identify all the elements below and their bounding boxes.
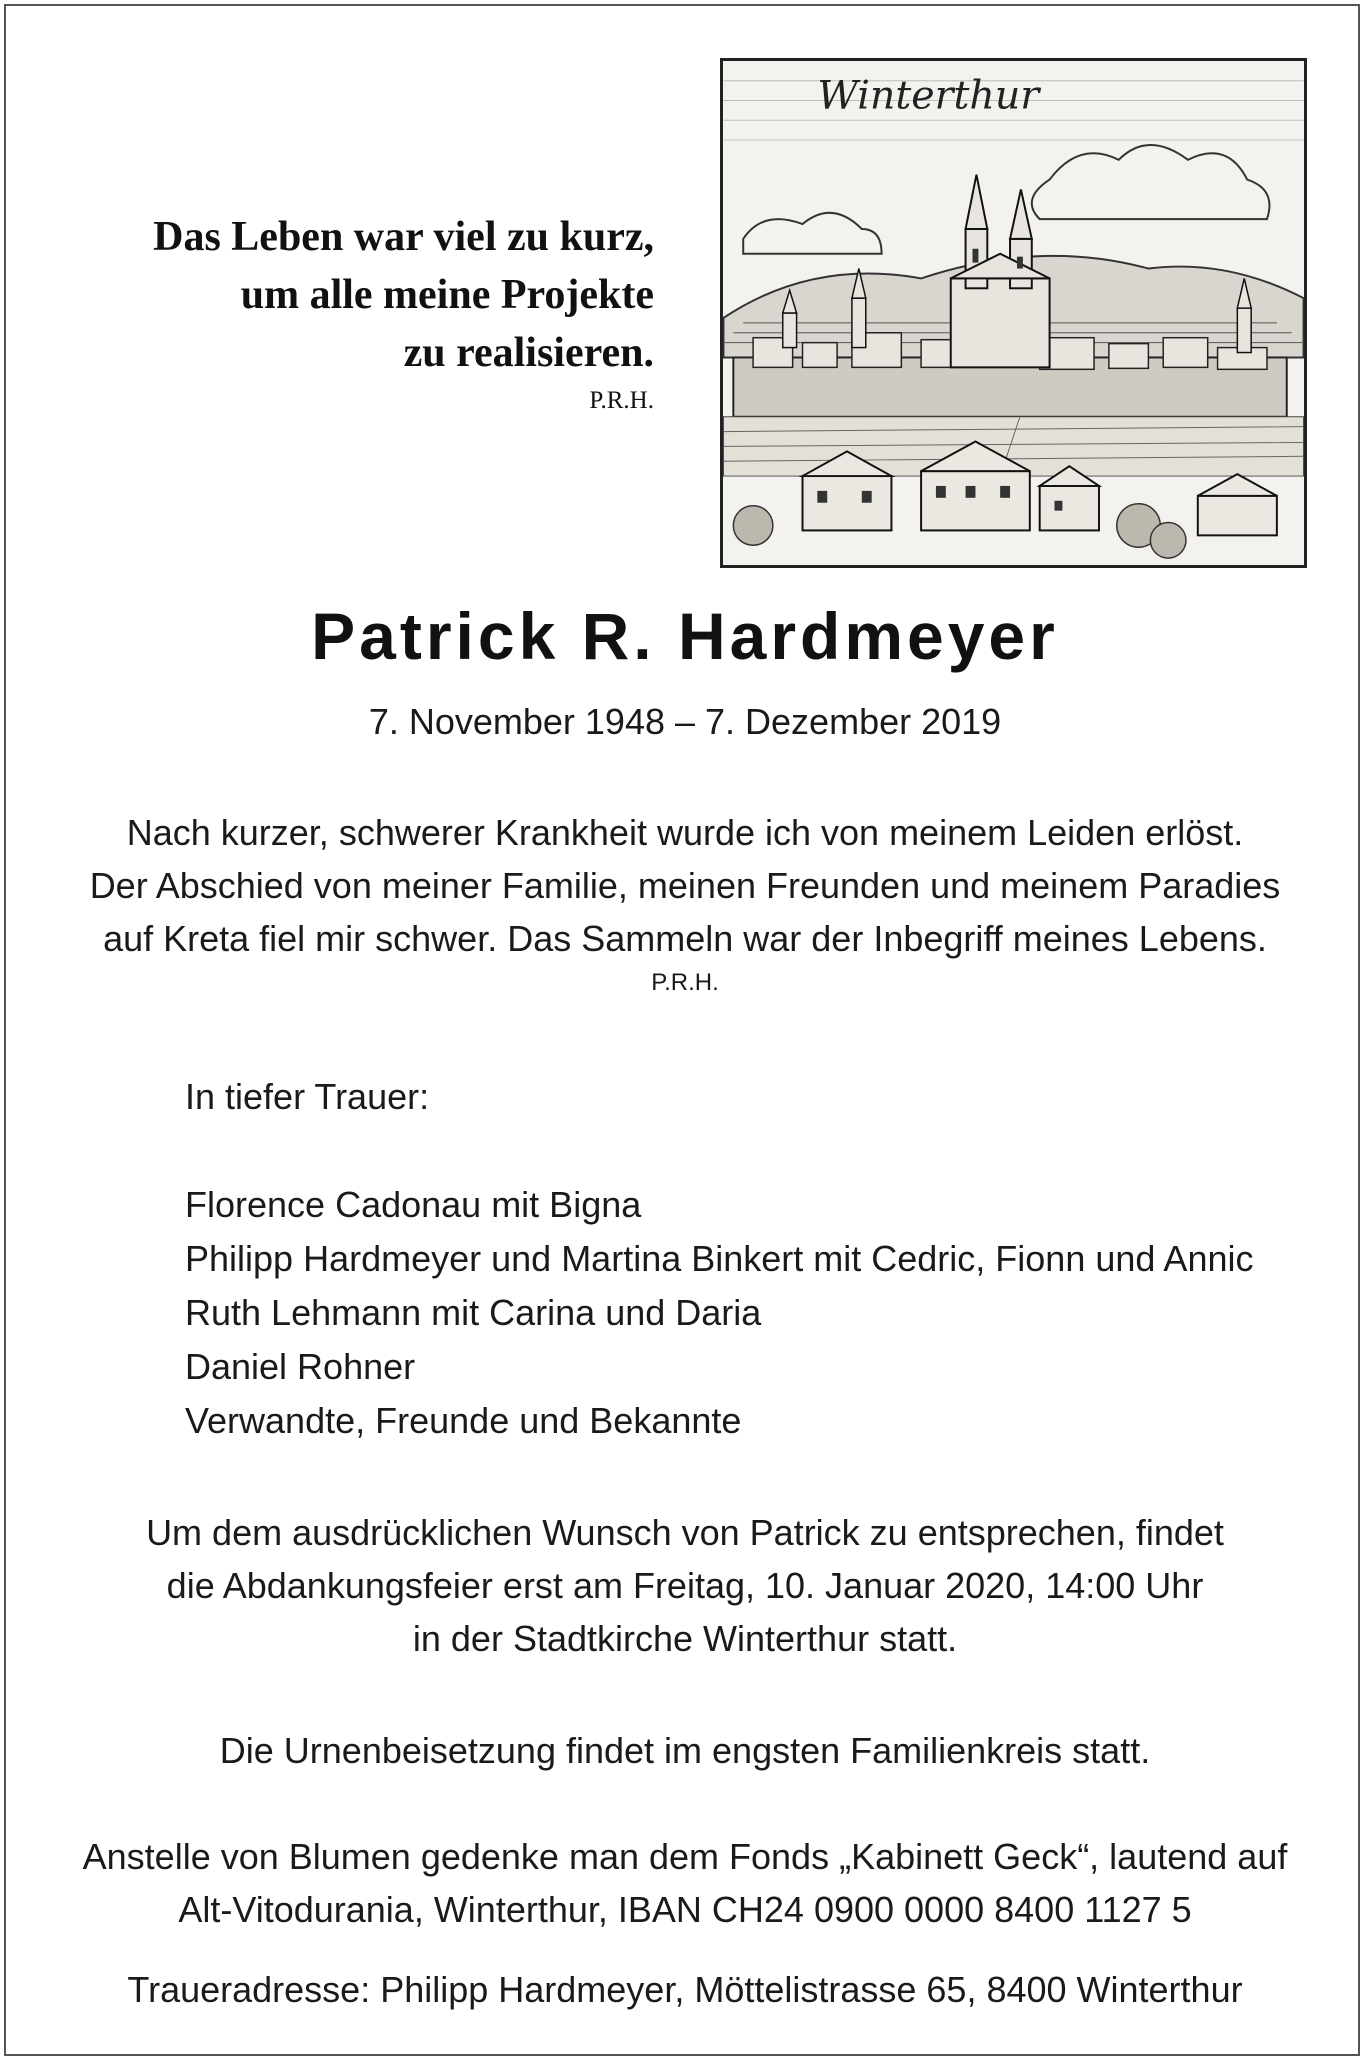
mourner-entry: Ruth Lehmann mit Carina und Daria — [185, 1292, 762, 1333]
mourning-address: Traueradresse: Philipp Hardmeyer, Möttelistrasse 65, 8400 Winterthur — [127, 1969, 1243, 2010]
ceremony-line: Um dem ausdrücklichen Wunsch von Patrick zu entsprechen, findet — [146, 1512, 1224, 1553]
quote-signature: P.R.H. — [589, 387, 654, 414]
mourner-entry: Verwandte, Freunde und Bekannte — [185, 1400, 742, 1441]
donation-line: Anstelle von Blumen gedenke man dem Fonds „Kabinett Geck“, lautend auf — [82, 1836, 1288, 1877]
mourner-entry: Daniel Rohner — [185, 1346, 416, 1387]
deceased-name: Patrick R. Hardmeyer — [311, 599, 1059, 673]
message-line: auf Kreta fiel mir schwer. Das Sammeln war der Inbegriff meines Lebens. — [103, 918, 1267, 959]
ceremony-line: die Abdankungsfeier erst am Freitag, 10. Januar 2020, 14:00 Uhr — [166, 1565, 1204, 1606]
donation-notice — [0, 1830, 1370, 1936]
motto-quote — [60, 208, 654, 418]
mourners-heading: In tiefer Trauer: — [185, 1076, 430, 1117]
message-line: Der Abschied von meiner Familie, meinen Freunden und meinem Paradies — [89, 865, 1281, 906]
quote-line: Das Leben war viel zu kurz, — [153, 214, 654, 260]
mourner-entry: Florence Cadonau mit Bigna — [185, 1184, 642, 1225]
ceremony-notice — [0, 1506, 1370, 1665]
message-line: Nach kurzer, schwerer Krankheit wurde ich von meinem Leiden erlöst. — [126, 812, 1244, 853]
mourner-entry: Philipp Hardmeyer und Martina Binkert mit Cedric, Fionn und Annic — [185, 1238, 1254, 1279]
ceremony-line: in der Stadtkirche Winterthur statt. — [412, 1618, 958, 1659]
farewell-message — [0, 806, 1370, 1001]
quote-line: um alle meine Projekte — [240, 272, 654, 318]
engraving-title: Winterthur — [817, 72, 1040, 119]
life-dates: 7. November 1948 – 7. Dezember 2019 — [368, 701, 1002, 742]
mourners-list — [185, 1070, 1254, 1448]
message-signature: P.R.H. — [651, 969, 719, 996]
donation-line: Alt-Vitodurania, Winterthur, IBAN CH24 0900 0000 8400 1127 5 — [178, 1889, 1192, 1930]
burial-notice: Die Urnenbeisetzung findet im engsten Familienkreis statt. — [219, 1730, 1151, 1771]
city-engraving-icon — [720, 58, 1307, 568]
quote-line: zu realisieren. — [403, 330, 654, 376]
